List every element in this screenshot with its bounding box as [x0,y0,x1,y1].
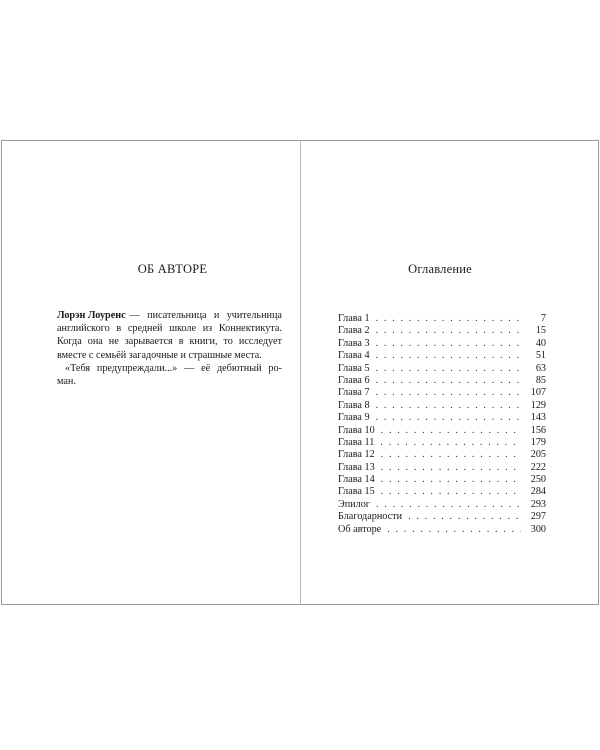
author-bio [57,309,282,388]
bio-word: писательница [147,310,207,321]
toc-label: Глава 13 [338,461,375,473]
toc-entry [338,313,546,325]
toc-label: Благодарности [338,511,403,523]
toc-leader-dots [381,462,521,474]
toc-title: Оглавление [408,262,472,276]
toc-leader-dots [408,511,521,523]
toc-leader-dots [376,338,521,350]
bio-line [57,322,282,335]
toc-entry [338,400,546,412]
toc-leader-dots [381,474,521,486]
toc-label: Глава 12 [338,449,375,461]
toc-leader-dots [380,437,521,449]
toc-leader-dots [376,363,521,375]
toc-entry [338,425,546,437]
bio-word: она [87,336,103,348]
toc-page-number: 300 [530,523,546,535]
bio-word: учительница [226,310,282,321]
bio-word: дебютный [216,362,262,374]
toc-entry [338,387,546,399]
toc-leader-dots [376,350,521,362]
bio-word: английского [57,323,110,335]
toc-page-number: 179 [530,436,546,448]
toc-label: Глава 9 [338,412,370,424]
toc-entry [338,338,546,350]
toc-page-number: 51 [535,350,546,362]
bio-word: то [223,336,233,348]
bio-word: в [178,336,184,348]
toc-page-number: 297 [530,511,546,523]
toc-page-number: 85 [535,374,546,386]
toc-entry [338,363,546,375]
toc-leader-dots [376,375,521,387]
toc-entry [338,462,546,474]
bio-word: предупреждали...» [96,362,178,374]
toc-label: Глава 6 [338,374,370,386]
toc-label: Глава 10 [338,424,375,436]
toc-label: Глава 1 [338,313,370,324]
about-author-title: ОБ АВТОРЕ [137,262,208,276]
bio-word: «Тебя [65,362,91,374]
toc-label: Эпилог [338,498,370,510]
toc-entry [338,412,546,424]
bio-word: — [184,362,195,374]
toc-leader-dots [381,486,521,498]
toc-page-number: 143 [530,412,546,424]
toc-label: Глава 3 [338,337,370,349]
toc-entry [338,375,546,387]
toc-entry [338,437,546,449]
toc-leader-dots [376,325,521,337]
bio-word: средней [127,323,163,335]
toc-label: Глава 11 [338,436,375,448]
toc-page-number: 205 [530,449,546,461]
bio-word: — [129,310,140,321]
toc-label: Глава 15 [338,486,375,498]
toc-leader-dots [376,499,521,511]
toc-entry [338,449,546,461]
table-of-contents [338,313,546,536]
toc-label: Глава 8 [338,399,370,411]
toc-page-number: 15 [535,325,546,337]
bio-word: и [213,310,220,321]
toc-label: Глава 4 [338,350,370,362]
author-name: Лорэн Лоуренс [57,310,126,321]
toc-page-number: 284 [530,486,546,498]
bio-word: ро- [268,362,282,374]
toc-leader-dots [381,425,521,437]
toc-entry [338,511,546,523]
toc-label: Глава 5 [338,362,370,374]
bio-text: ман. [57,376,76,388]
toc-label: Глава 2 [338,325,370,337]
toc-entry [338,499,546,511]
toc-entry [338,486,546,498]
bio-line [57,309,282,322]
toc-entry [338,350,546,362]
toc-leader-dots [376,412,521,424]
bio-word: исследует [238,336,282,348]
bio-word: её [201,362,211,374]
toc-entry [338,325,546,337]
toc-leader-dots [376,387,521,399]
toc-page-number: 107 [530,387,546,399]
bio-word: Когда [57,336,82,348]
bio-word [57,309,140,322]
bio-word: не [108,336,119,348]
toc-leader-dots [376,313,521,325]
toc-page-number: 63 [535,362,546,374]
toc-leader-dots [381,449,521,461]
bio-word: в [116,323,122,335]
bio-line [57,335,282,348]
toc-leader-dots [376,400,521,412]
toc-entry [338,474,546,486]
bio-word: Коннектикута. [218,323,282,335]
bio-word: из [202,323,213,335]
toc-page-number: 7 [540,313,546,324]
toc-label: Глава 7 [338,387,370,399]
toc-label: Об авторе [338,523,382,535]
toc-entry [338,524,546,536]
toc-page-number: 40 [535,337,546,349]
bio-word: школе [169,323,197,335]
page-gutter [300,140,301,605]
bio-line [57,362,282,375]
toc-page-number: 222 [530,461,546,473]
toc-leader-dots [387,524,521,536]
bio-word: книги, [189,336,218,348]
bio-word: зарывается [124,336,173,348]
toc-page-number: 129 [530,399,546,411]
bio-text: вместе с семьёй загадочные и страшные места. [57,349,262,361]
bio-line [57,349,282,362]
bio-line [57,375,282,388]
toc-page-number: 293 [530,498,546,510]
toc-page-number: 156 [530,424,546,436]
toc-label: Глава 14 [338,474,375,486]
toc-page-number: 250 [530,474,546,486]
